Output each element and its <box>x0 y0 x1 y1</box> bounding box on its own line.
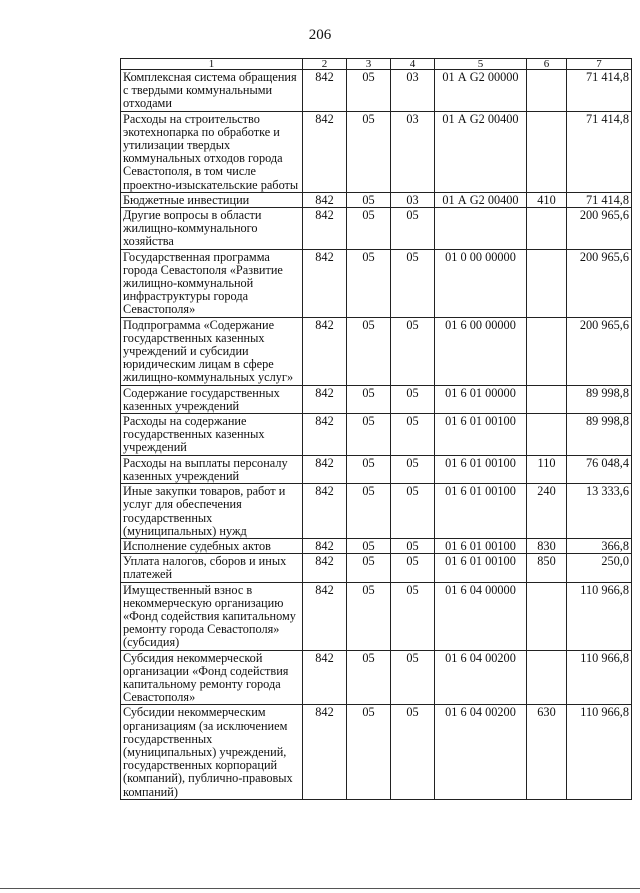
row-section-code: 05 <box>347 111 391 192</box>
budget-table <box>120 58 632 800</box>
row-section-code: 05 <box>347 554 391 582</box>
row-subsection-code: 03 <box>391 192 435 207</box>
row-name: Субсидия некоммерческой организации «Фонд содействия капитальному ремонту города Севастополя» <box>121 650 303 705</box>
row-expense-type-code: 410 <box>527 192 567 207</box>
row-ved-code: 842 <box>303 111 347 192</box>
row-ved-code: 842 <box>303 705 347 799</box>
row-amount: 250,0 <box>567 554 632 582</box>
row-target-article-code: 01 6 01 00100 <box>435 455 527 483</box>
row-amount: 89 998,8 <box>567 385 632 413</box>
row-target-article-code: 01 6 00 00000 <box>435 317 527 385</box>
row-name: Субсидии некоммерческим организациям (за исключением государственных (муниципальных) учреждений, государственных корпораций (компаний), публично-правовых компаний) <box>121 705 303 799</box>
row-name: Бюджетные инвестиции <box>121 192 303 207</box>
row-target-article-code: 01 6 01 00100 <box>435 484 527 539</box>
row-section-code: 05 <box>347 455 391 483</box>
row-subsection-code: 05 <box>391 249 435 317</box>
row-ved-code: 842 <box>303 484 347 539</box>
row-ved-code: 842 <box>303 455 347 483</box>
row-section-code: 05 <box>347 582 391 650</box>
table-row <box>121 705 632 799</box>
table-row <box>121 554 632 582</box>
row-name: Иные закупки товаров, работ и услуг для обеспечения государственных (муниципальных) нужд <box>121 484 303 539</box>
row-ved-code: 842 <box>303 208 347 250</box>
row-target-article-code: 01 6 01 00100 <box>435 538 527 553</box>
row-name: Исполнение судебных актов <box>121 538 303 553</box>
table-row <box>121 414 632 456</box>
column-header: 1 <box>121 59 303 70</box>
row-section-code: 05 <box>347 650 391 705</box>
row-amount: 71 414,8 <box>567 70 632 112</box>
row-subsection-code: 05 <box>391 705 435 799</box>
table-row <box>121 385 632 413</box>
column-header: 4 <box>391 59 435 70</box>
row-name: Расходы на строительство экотехнопарка по обработке и утилизации твердых коммунальных отходов города Севастополя, в том числе проектно-изыскательские работы <box>121 111 303 192</box>
row-expense-type-code <box>527 208 567 250</box>
table-row <box>121 70 632 112</box>
row-amount: 110 966,8 <box>567 582 632 650</box>
row-subsection-code: 05 <box>391 414 435 456</box>
table-row <box>121 582 632 650</box>
row-name: Государственная программа города Севастополя «Развитие жилищно-коммунальной инфраструктуры города Севастополя» <box>121 249 303 317</box>
row-target-article-code: 01 6 01 00000 <box>435 385 527 413</box>
row-name: Уплата налогов, сборов и иных платежей <box>121 554 303 582</box>
row-expense-type-code <box>527 385 567 413</box>
row-amount: 76 048,4 <box>567 455 632 483</box>
row-amount: 110 966,8 <box>567 705 632 799</box>
row-expense-type-code <box>527 249 567 317</box>
row-subsection-code: 05 <box>391 538 435 553</box>
row-amount: 71 414,8 <box>567 192 632 207</box>
row-ved-code: 842 <box>303 70 347 112</box>
row-expense-type-code <box>527 70 567 112</box>
row-expense-type-code <box>527 414 567 456</box>
row-ved-code: 842 <box>303 554 347 582</box>
row-section-code: 05 <box>347 538 391 553</box>
row-section-code: 05 <box>347 414 391 456</box>
table-row <box>121 111 632 192</box>
row-expense-type-code <box>527 582 567 650</box>
row-section-code: 05 <box>347 385 391 413</box>
row-ved-code: 842 <box>303 650 347 705</box>
row-section-code: 05 <box>347 705 391 799</box>
row-amount: 366,8 <box>567 538 632 553</box>
row-expense-type-code: 850 <box>527 554 567 582</box>
row-expense-type-code: 110 <box>527 455 567 483</box>
column-header: 5 <box>435 59 527 70</box>
column-header: 7 <box>567 59 632 70</box>
row-subsection-code: 03 <box>391 70 435 112</box>
row-subsection-code: 05 <box>391 484 435 539</box>
row-subsection-code: 05 <box>391 317 435 385</box>
row-name: Комплексная система обращения с твердыми коммунальными отходами <box>121 70 303 112</box>
row-ved-code: 842 <box>303 249 347 317</box>
row-amount: 200 965,6 <box>567 317 632 385</box>
row-ved-code: 842 <box>303 317 347 385</box>
row-section-code: 05 <box>347 317 391 385</box>
row-name: Имущественный взнос в некоммерческую организацию «Фонд содействия капитальному ремонту города Севастополя» (субсидия) <box>121 582 303 650</box>
row-amount: 71 414,8 <box>567 111 632 192</box>
row-amount: 89 998,8 <box>567 414 632 456</box>
row-section-code: 05 <box>347 70 391 112</box>
column-header: 6 <box>527 59 567 70</box>
row-expense-type-code: 830 <box>527 538 567 553</box>
table-row <box>121 650 632 705</box>
row-subsection-code: 05 <box>391 385 435 413</box>
bottom-rule <box>0 888 640 889</box>
row-expense-type-code <box>527 317 567 385</box>
header-row <box>121 59 632 70</box>
row-amount: 200 965,6 <box>567 208 632 250</box>
row-ved-code: 842 <box>303 192 347 207</box>
row-expense-type-code <box>527 650 567 705</box>
row-ved-code: 842 <box>303 414 347 456</box>
row-target-article-code: 01 6 04 00000 <box>435 582 527 650</box>
row-amount: 110 966,8 <box>567 650 632 705</box>
row-target-article-code: 01 А G2 00400 <box>435 192 527 207</box>
page-number: 206 <box>308 27 332 43</box>
row-target-article-code: 01 А G2 00400 <box>435 111 527 192</box>
row-expense-type-code: 240 <box>527 484 567 539</box>
column-header: 2 <box>303 59 347 70</box>
row-expense-type-code <box>527 111 567 192</box>
row-subsection-code: 05 <box>391 554 435 582</box>
row-subsection-code: 05 <box>391 208 435 250</box>
row-subsection-code: 05 <box>391 650 435 705</box>
row-subsection-code: 03 <box>391 111 435 192</box>
table-row <box>121 317 632 385</box>
table-row <box>121 249 632 317</box>
row-ved-code: 842 <box>303 385 347 413</box>
row-name: Другие вопросы в области жилищно-коммунального хозяйства <box>121 208 303 250</box>
table-row <box>121 538 632 553</box>
table-row <box>121 192 632 207</box>
row-name: Расходы на содержание государственных казенных учреждений <box>121 414 303 456</box>
row-amount: 200 965,6 <box>567 249 632 317</box>
row-name: Подпрограмма «Содержание государственных казенных учреждений и субсидии юридическим лицам в сфере жилищно-коммунальных услуг» <box>121 317 303 385</box>
row-target-article-code: 01 6 04 00200 <box>435 705 527 799</box>
table-body <box>121 70 632 800</box>
row-section-code: 05 <box>347 192 391 207</box>
row-target-article-code: 01 6 01 00100 <box>435 414 527 456</box>
table-row <box>121 208 632 250</box>
row-target-article-code: 01 А G2 00000 <box>435 70 527 112</box>
row-target-article-code: 01 0 00 00000 <box>435 249 527 317</box>
row-subsection-code: 05 <box>391 582 435 650</box>
row-section-code: 05 <box>347 249 391 317</box>
row-name: Расходы на выплаты персоналу казенных учреждений <box>121 455 303 483</box>
table-row <box>121 455 632 483</box>
row-name: Содержание государственных казенных учреждений <box>121 385 303 413</box>
row-section-code: 05 <box>347 484 391 539</box>
row-expense-type-code: 630 <box>527 705 567 799</box>
row-subsection-code: 05 <box>391 455 435 483</box>
table-row <box>121 484 632 539</box>
row-target-article-code: 01 6 01 00100 <box>435 554 527 582</box>
row-section-code: 05 <box>347 208 391 250</box>
column-header: 3 <box>347 59 391 70</box>
row-target-article-code <box>435 208 527 250</box>
row-amount: 13 333,6 <box>567 484 632 539</box>
row-ved-code: 842 <box>303 582 347 650</box>
row-target-article-code: 01 6 04 00200 <box>435 650 527 705</box>
row-ved-code: 842 <box>303 538 347 553</box>
